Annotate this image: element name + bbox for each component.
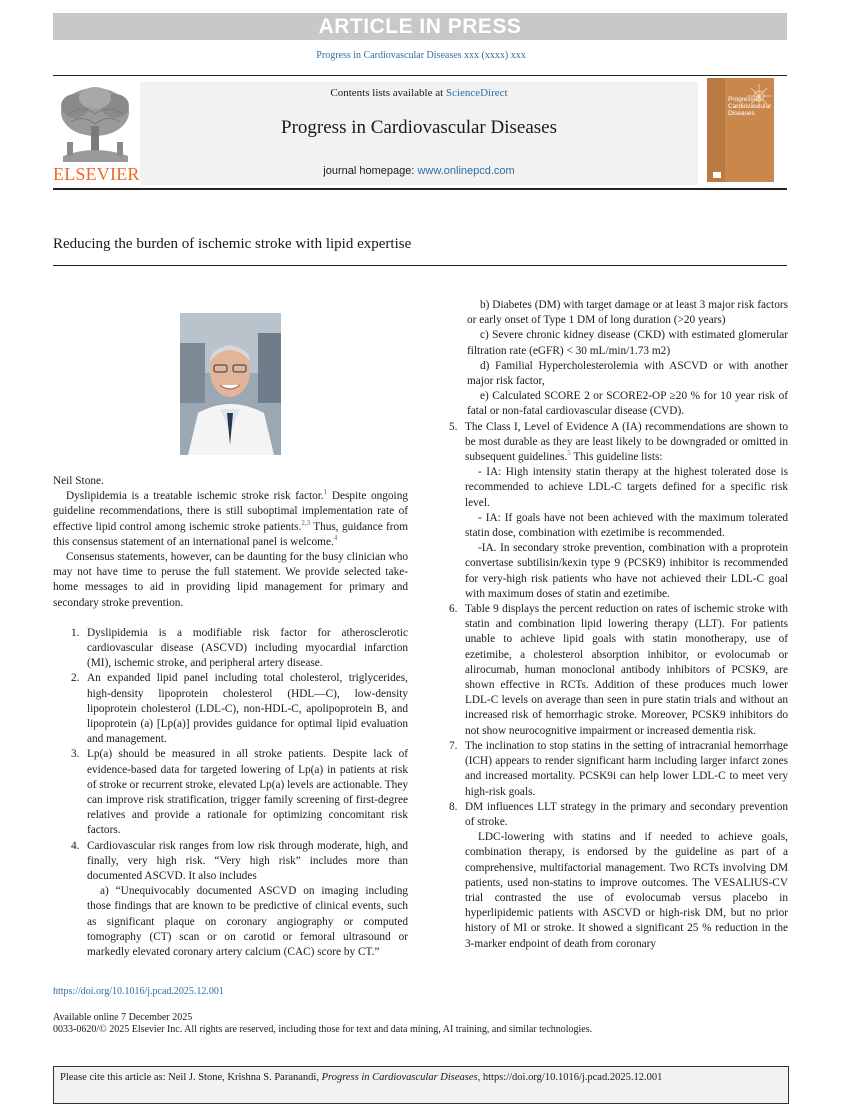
intro-text-1: Dyslipidemia is a treatable ischemic stroke risk factor.: [66, 490, 324, 503]
paragraph-intro: [53, 489, 408, 550]
recommendation-ia-3: -IA. In secondary stroke prevention, combination with a proprotein convertase subtilisin/kexin type 9 (PCSK9) inhibitor is recommended for very-high risk patients who have not achieved their LDL-C goal with maximum doses of statin and ezetimibe.: [465, 542, 788, 600]
list-item: [71, 626, 408, 672]
list-item: [71, 747, 408, 838]
list-item: [449, 420, 788, 602]
contents-line: [140, 87, 698, 99]
paragraph-consensus: Consensus statements, however, can be daunting for the busy clinician who may not have time to peruse the full statement. We provide selected take-home messages to aid in providing lipid management for primary and secondary stroke prevention.: [53, 551, 408, 609]
item-5-text-b: This guideline lists:: [570, 451, 663, 464]
intro-text-2: Despite ongoing guideline recommendations, there is still suboptimal implementation rate of effective lipid control among ischemic stroke patients.: [53, 490, 408, 533]
subitem-c: c) Severe chronic kidney disease (CKD) with estimated glomerular filtration rate (eGFR) < 30 mL/min/1.73 m2): [467, 329, 788, 357]
subitem-e: e) Calculated SCORE 2 or SCORE2-OP ≥20 % for 10 year risk of fatal or non-fatal cardiovascular disease (CVD).: [467, 390, 788, 418]
item-number: 3.: [71, 748, 80, 761]
item-8-paragraph: LDC-lowering with statins and if needed to achieve goals, combination therapy, is endorsed by the guideline as part of a comprehensive, multifactorial management. Two RCTs involving DM patients, used non-statins to improve outcomes. The VESALIUS-CV trial contrasted the use of evolocumab versus placebo in hyperlipidemic patients with ASCVD or high-risk DM, but no prior history of MI or stroke. It showed a significant 25 % reduction in the 3-marker endpoint of death from coronary: [465, 831, 788, 950]
item-number: 6.: [449, 603, 458, 616]
item-number: 8.: [449, 800, 458, 813]
header-top-rule: [53, 75, 787, 76]
take-home-list-right: [449, 420, 788, 952]
cite-suffix[interactable]: , https://doi.org/10.1016/j.pcad.2025.12.001: [477, 1072, 663, 1083]
item-text: DM influences LLT strategy in the primary and secondary prevention of stroke.: [465, 800, 788, 828]
copyright-line: 0033-0620/© 2025 Elsevier Inc. All rights are reserved, including those for text and data mining, AI training, and similar technologies.: [53, 1024, 593, 1035]
item-text: The inclination to stop statins in the setting of intracranial hemorrhage (ICH) appears to render significant harm including larger infarct zones and increased mortality. PCSK9i can help lower LDL-C to meet very high-risk goals.: [465, 739, 788, 798]
author-name: Neil Stone.: [53, 475, 104, 487]
item-4a-text: a) “Unequivocably documented ASCVD on imaging including those findings that are known to be predictive of clinical events, such as significant plaque on coronary angiography or computed tomography (CT) scan or on carotid or femoral ultrasound or markedly elevated coronary artery calcium (CAC) score by CT.”: [87, 885, 408, 959]
cover-title: Progress in Cardiovascular Diseases: [728, 96, 772, 117]
list-item: [449, 800, 788, 952]
homepage-link[interactable]: www.onlinepcd.com: [417, 165, 515, 177]
homepage-line: [140, 165, 698, 177]
title-rule: [53, 265, 787, 266]
citation-1[interactable]: 1: [323, 488, 328, 497]
item-number: 5.: [449, 420, 458, 433]
list-item: [71, 839, 408, 961]
take-home-list-left: [53, 626, 408, 960]
author-photo: [180, 313, 281, 455]
item-text: Cardiovascular risk ranges from low risk through moderate, high, and finally, very high risk. “Very high risk” includes more than documented ASCVD. It also includes: [87, 839, 408, 883]
citation-box: [53, 1066, 789, 1104]
item-text: Table 9 displays the percent reduction on rates of ischemic stroke with statin and combination lipid lowering therapy (LLT). For patients unable to achieve lipid goals with statin monotherapy, use of ezetimibe, a cholesterol absorption inhibitor, or evolocumab or alirocumab, human monoclonal antibody inhibitors of PCSK9, are shown effective in RCTs. Addition of these produces much lower LDL-C levels on average than seen in pure statin trials and without an increased risk of hemorrhagic stroke. Moreover, PCSK9 inhibitors do not show neurocognitive impairment or increased dementia risk.: [465, 603, 788, 737]
item-number: 4.: [71, 839, 80, 852]
item-text: Lp(a) should be measured in all stroke patients. Despite lack of evidence-based data for targeted lowering of Lp(a) in patients at risk of stroke or recurrent stroke, elevated Lp(a) levels are actionable. They can improve risk stratification, trigger family screening of first-degree relatives and provide a rationale for optimizing concomitant risk factors.: [87, 748, 408, 837]
recommendation-ia-2: - IA: If goals have not been achieved with the maximum tolerated statin dose, combination with ezetimibe is recommended.: [465, 511, 788, 540]
intro-text-3: Thus, guidance from this consensus statement of an international panel is welcome.: [53, 520, 408, 548]
item-number: 7.: [449, 739, 458, 752]
journal-title: Progress in Cardiovascular Diseases: [281, 117, 557, 138]
sciencedirect-link[interactable]: ScienceDirect: [445, 87, 508, 99]
right-column: [449, 298, 788, 952]
cite-prefix: Please cite this article as: Neil J. Stone, Krishna S. Paranandi,: [60, 1072, 322, 1083]
journal-reference[interactable]: Progress in Cardiovascular Diseases xxx (xxxx) xxx: [316, 50, 526, 61]
citation-2-3[interactable]: 2,3: [301, 518, 311, 527]
left-column: [53, 474, 408, 960]
doi-link[interactable]: https://doi.org/10.1016/j.pcad.2025.12.001: [53, 986, 224, 997]
item-text: Dyslipidemia is a modifiable risk factor for atherosclerotic cardiovascular disease (ASCVD) including myocardial infarction (MI), ischemic stroke, and peripheral artery disease.: [87, 626, 408, 670]
risk-subitems: [449, 298, 788, 420]
item-number: 1.: [71, 626, 80, 639]
homepage-prefix: journal homepage:: [323, 165, 418, 177]
cite-journal: Progress in Cardiovascular Diseases: [321, 1072, 478, 1083]
item-5-text-a: The Class I, Level of Evidence A (IA) recommendations are shown to be most durable as they are least likely to be downgraded or omitted in subsequent guidelines.: [465, 420, 788, 464]
citation-5[interactable]: 5: [567, 449, 571, 458]
subitem-d: d) Familial Hypercholesterolemia with ASCVD or with another major risk factor,: [467, 359, 788, 388]
item-text: An expanded lipid panel including total cholesterol, triglycerides, high-density lipoprotein cholesterol (HDL—C), low-density lipoprotein cholesterol (LDL-C), non-HDL-C, apolipoprotein B, and lipoprotein (a) [Lp(a)] provides guidance for optimal lipid evaluation and management.: [87, 672, 408, 746]
journal-cover-thumbnail[interactable]: [707, 78, 774, 182]
available-online: Available online 7 December 2025: [53, 1012, 193, 1023]
availability-info: [53, 1012, 592, 1036]
cover-stripe: [707, 78, 725, 182]
cover-logo-icon: [713, 172, 721, 178]
article-in-press-banner: ARTICLE IN PRESS: [53, 13, 787, 40]
list-item: [71, 671, 408, 747]
citation-4[interactable]: 4: [333, 534, 338, 543]
item-number: 2.: [71, 672, 80, 685]
publisher-name: ELSEVIER: [53, 164, 140, 184]
item-5-text: [465, 420, 788, 466]
list-item: [449, 739, 788, 800]
list-item: [449, 602, 788, 739]
header-bottom-rule: [53, 188, 787, 190]
recommendation-ia-1: - IA: High intensity statin therapy at the highest tolerated dose is recommended to achieve LDL-C targets defined for a specific risk level.: [465, 466, 788, 509]
subitem-b: b) Diabetes (DM) with target damage or at least 3 major risk factors or early onset of Type 1 DM of long duration (>20 years): [467, 299, 788, 327]
article-title: Reducing the burden of ischemic stroke with lipid expertise: [53, 236, 412, 252]
contents-prefix: Contents lists available at: [330, 87, 446, 99]
